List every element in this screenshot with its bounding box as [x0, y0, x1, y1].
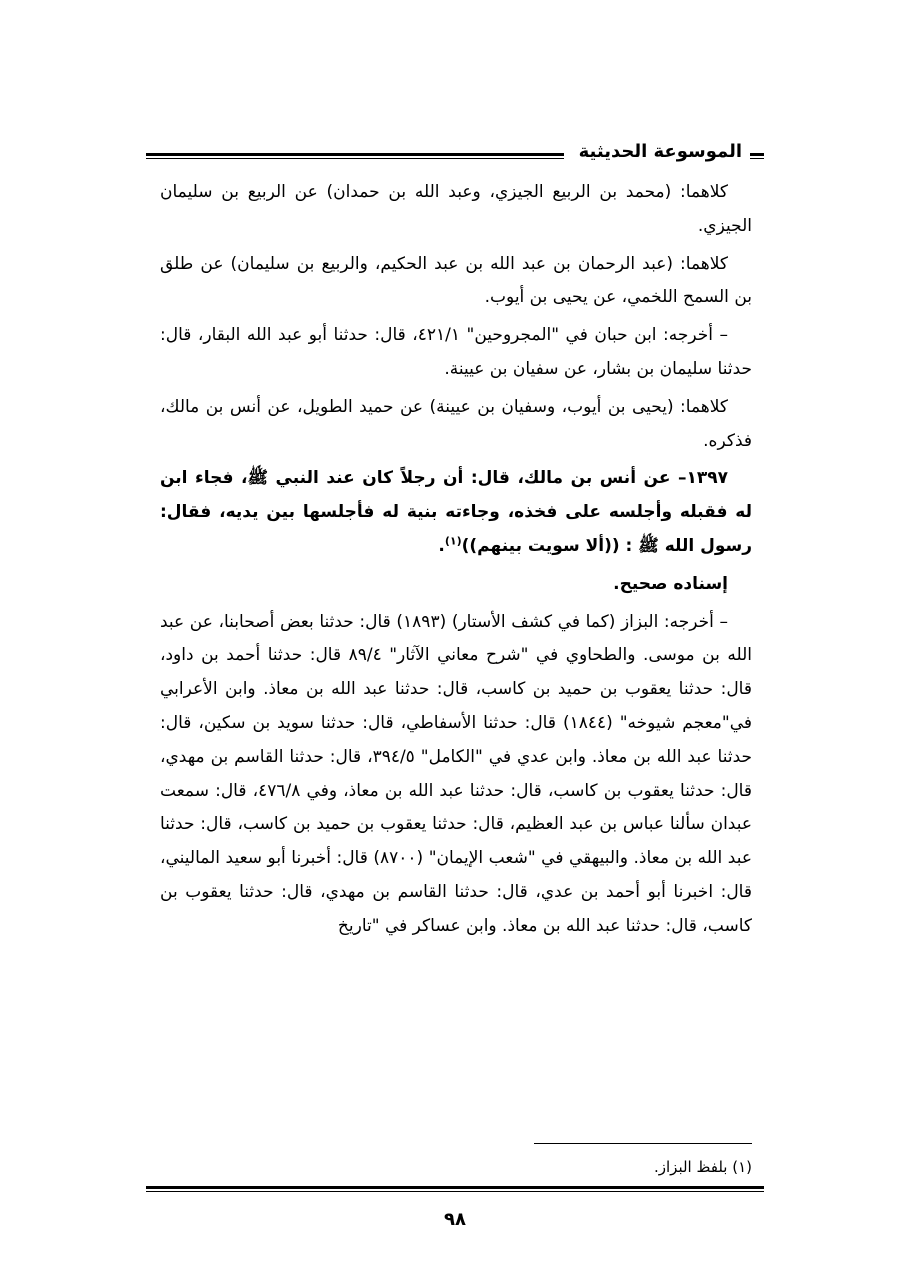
footnote-separator [534, 1143, 752, 1144]
paragraph: – أخرجه: البزاز (كما في كشف الأستار) (١٨٩٣) قال: حدثنا بعض أصحابنا، عن عبد الله بن موسى. والطحاوي في "شرح معاني الآثار" ٨٩/٤ قال: حدثنا أحمد بن داود، قال: حدثنا يعقوب بن حميد بن كاسب، قال: حدثنا عبد الله بن معاذ. وابن الأعرابي في"معجم شيوخه" (١٨٤٤) قال: حدثنا الأسفاطي، قال: حدثنا سويد بن سكين، قال: حدثنا عبد الله بن معاذ. وابن عدي في "الكامل" ٣٩٤/٥، قال: حدثنا القاسم بن مهدي، قال: حدثنا يعقوب بن كاسب، قال: حدثنا عبد الله بن معاذ، وفي ٤٧٦/٨، قال: سمعت عبدان سألنا عباس بن عبد العظيم، قال: حدثنا يعقوب بن حميد بن كاسب، قال: حدثنا عبد الله بن معاذ. والبيهقي في "شعب الإيمان" (٨٧٠٠) قال: أخبرنا أبو سعيد الماليني، قال: اخبرنا أبو أحمد بن عدي، قال: حدثنا القاسم بن مهدي، قال: حدثنا يعقوب بن كاسب، قال: حدثنا عبد الله بن معاذ. وابن عساكر في "تاريخ [160, 611, 752, 936]
hadith-text: ١٣٩٧– عن أنس بن مالك، قال: أن رجلاً كان عند النبي ﷺ، فجاء ابن له فقبله وأجلسه على فخذه، وجاءته بنية له فأجلسها بين يديه، فقال: رسول الله ﷺ : ((ألا سويت بينهم)) [160, 468, 752, 556]
footnote-marker[interactable]: (١) [444, 534, 462, 548]
footnote: (١) بلفظ البزاز. [654, 1158, 752, 1176]
paragraph: كلاهما: (محمد بن الربيع الجيزي، وعبد الله بن حمدان) عن الربيع بن سليمان الجيزي. [160, 182, 752, 236]
header-title: الموسوعة الحديثية [573, 140, 748, 164]
footer-double-rule [146, 1186, 764, 1192]
hadith-tail: . [438, 535, 445, 556]
grading-line: إسناده صحيح. [613, 573, 728, 594]
book-page [146, 0, 764, 1273]
main-text [160, 176, 752, 948]
paragraph: – أخرجه: ابن حبان في "المجروحين" ٤٢١/١، قال: حدثنا أبو عبد الله البقار، قال: حدثنا سليمان بن بشار، عن سفيان بن عيينة. [160, 325, 752, 379]
header-double-rule [146, 153, 564, 159]
paragraph: كلاهما: (يحيى بن أيوب، وسفيان بن عيينة) عن حميد الطويل، عن أنس بن مالك، فذكره. [160, 396, 752, 451]
hadith-paragraph [160, 462, 752, 563]
paragraph: كلاهما: (عبد الرحمان بن عبد الله بن عبد الحكيم، والربيع بن سليمان) عن طلق بن السمح اللخمي، عن يحيى بن أيوب. [160, 253, 752, 308]
page-number: ٩٨ [444, 1209, 466, 1230]
running-header [146, 140, 764, 166]
header-double-rule-short [750, 153, 764, 159]
